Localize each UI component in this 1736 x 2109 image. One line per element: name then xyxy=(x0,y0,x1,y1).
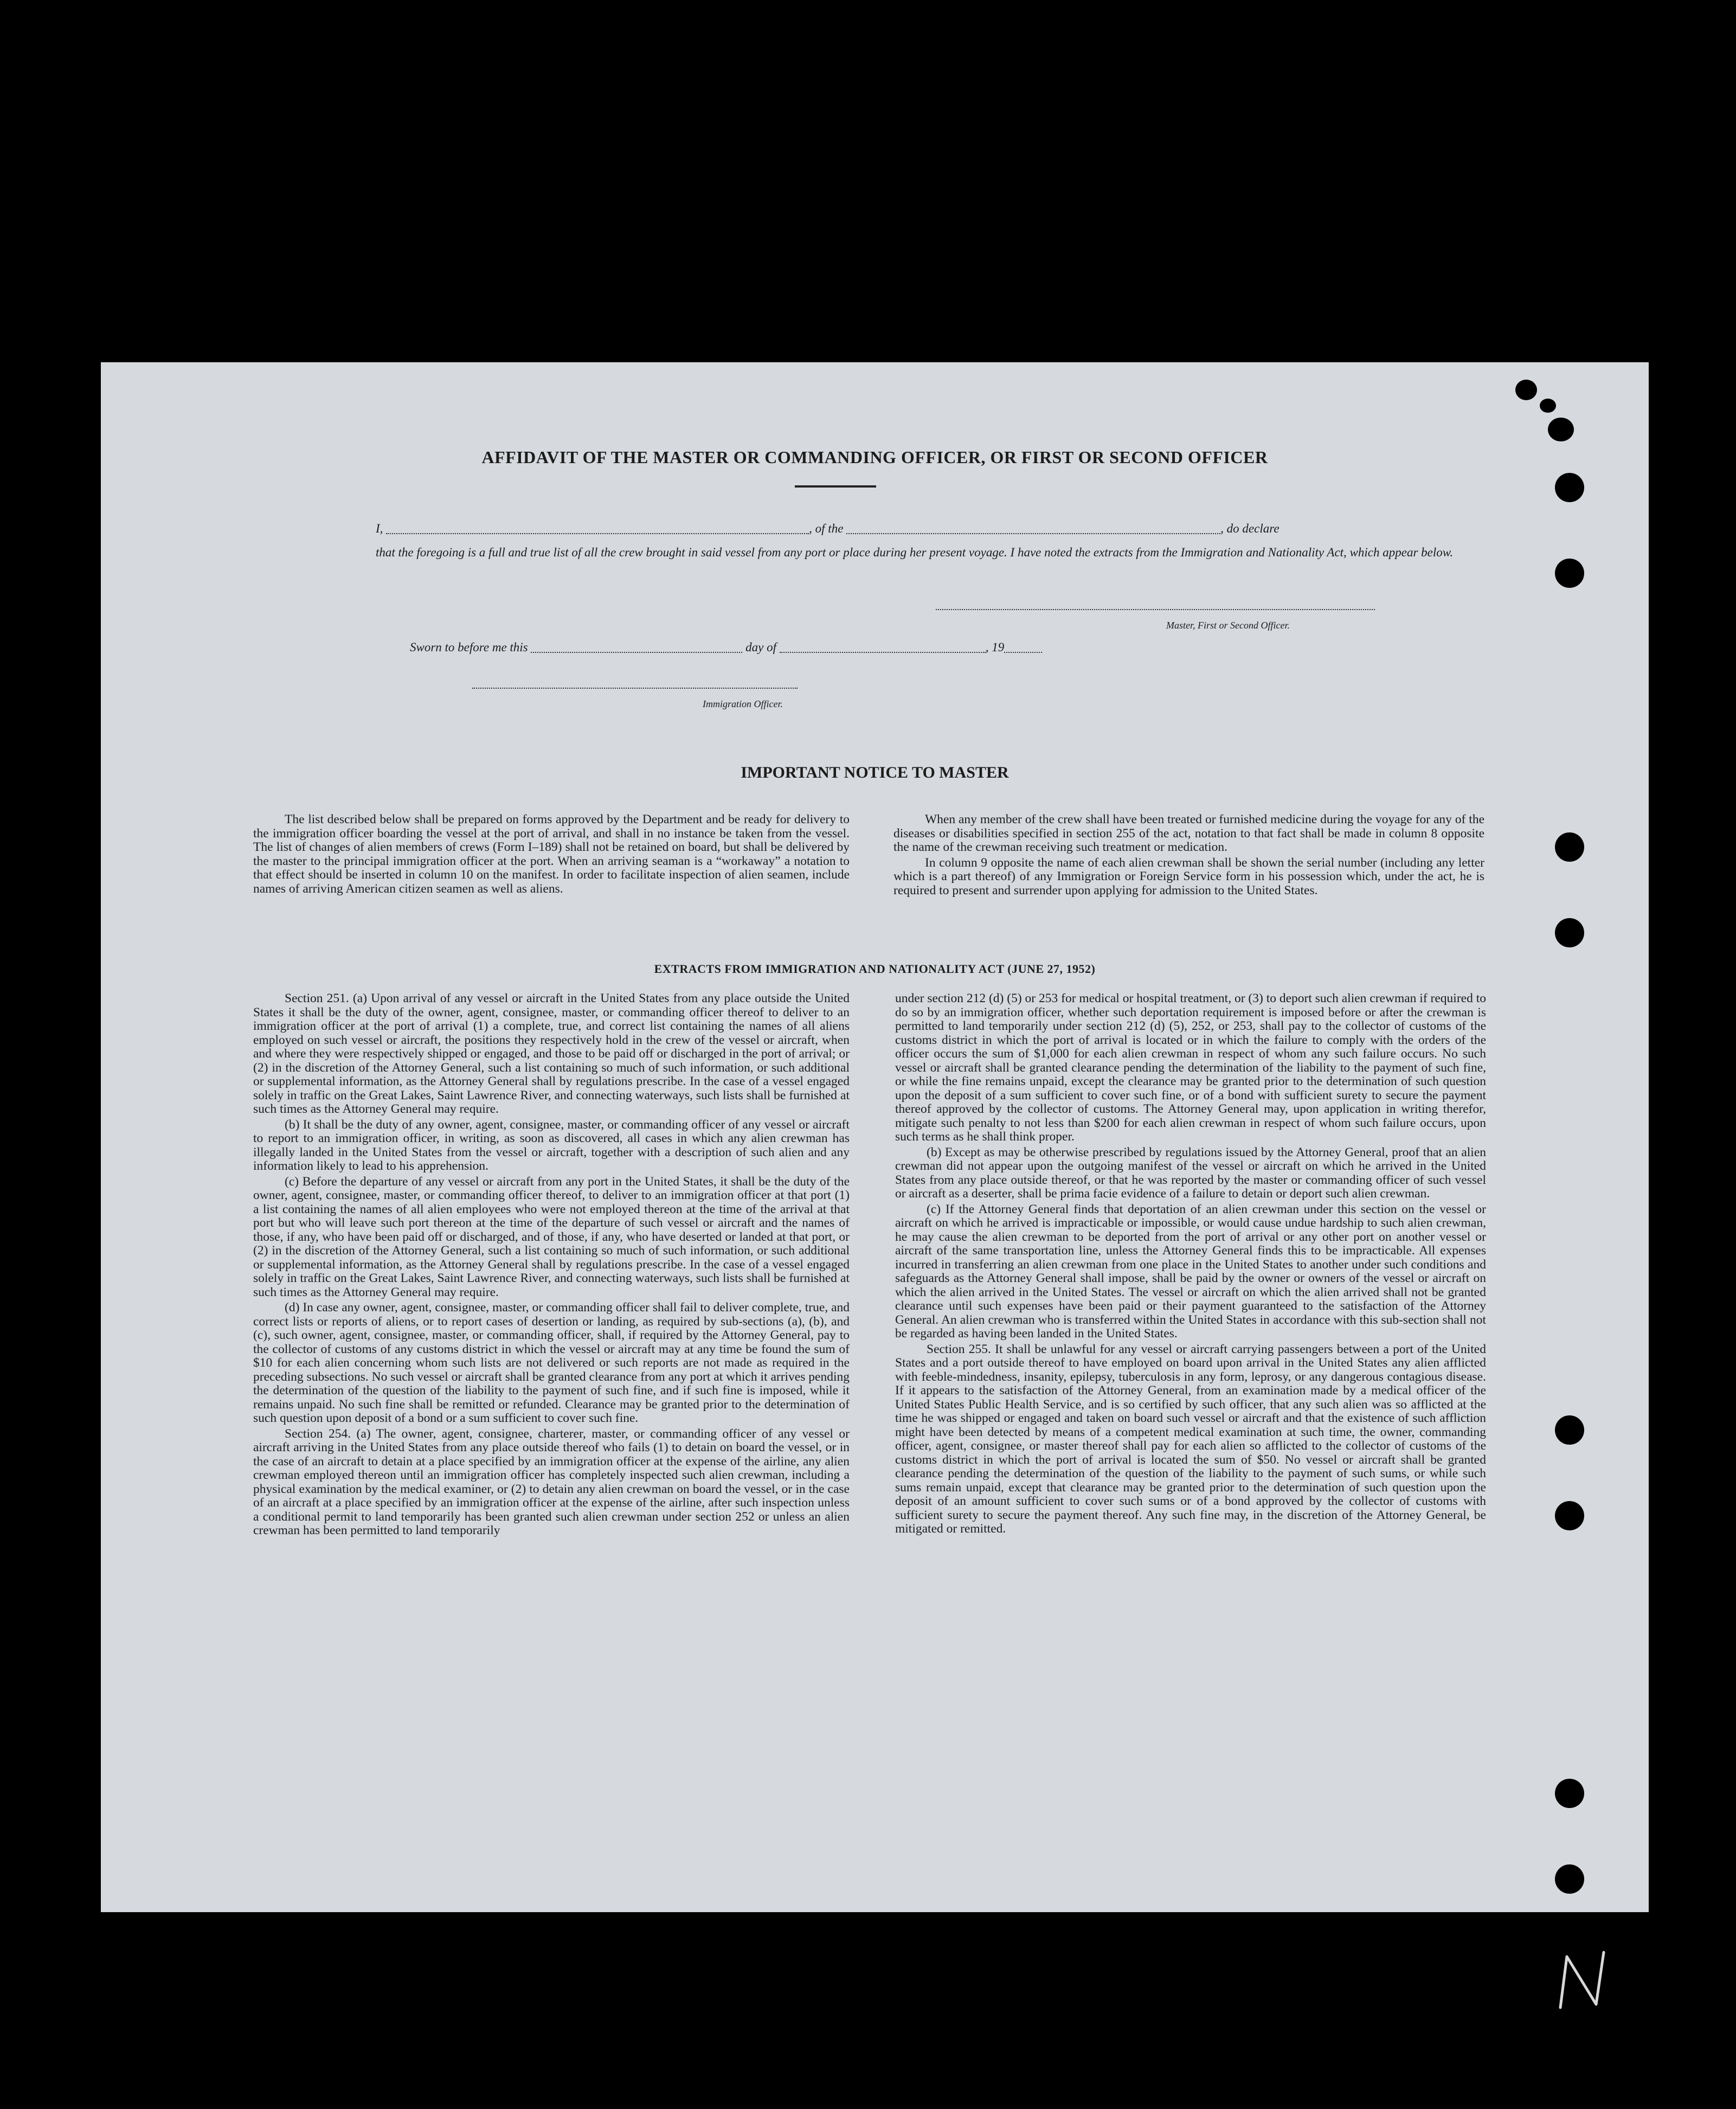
punch-hole xyxy=(1555,832,1584,862)
section-254a-continued: under section 212 (d) (5) or 253 for medical or hospital treatment, or (3) to deport such alien crewman if required to do so by an immigration officer, whether such deportation requirement is imposed before or after the crewman is permitted to land temporarily under section 212 (d) (5), 252, or 253, shall pay to the collector of customs of the customs district in which the port of arrival is located or in which the failure to comply with the orders of the officer occurs the sum of $1,000 for each alien crewman in respect of whom any such failure occurs. No such vessel or aircraft shall be granted clearance pending the determination of the liability to the payment of such fine, or while the fine remains unpaid, except the clearance may be granted prior to the determination of such question upon the deposit of a sum sufficient to cover such fine, or of a bond with sufficient surety to secure the payment thereof approved by the collector of customs. The Attorney General may, upon application in writing therefor, mitigate such penalty to not less than $200 for each alien crewman in respect of whom such failure occurs, upon such terms as he shall think proper. xyxy=(895,991,1486,1144)
section-251a: Section 251. (a) Upon arrival of any vessel or aircraft in the United States from any place outside the United States it shall be the duty of the owner, agent, consignee, master, or commanding officer thereof to deliver to an immigration officer at the port of arrival (1) a complete, true, and correct list containing the names of all aliens employed on such vessel or aircraft, the positions they respectively hold in the crew of the vessel or aircraft, when and where they were respectively shipped or engaged, and those to be paid off or discharged in the port of arrival; or (2) in the discretion of the Attorney General, such a list containing so much of such information, or such additional or supplemental information, as the Attorney General shall by regulations prescribe. In the case of a vessel engaged solely in traffic on the Great Lakes, Saint Lawrence River, and connecting waterways, such lists shall be furnished at such times as the Attorney General may require. xyxy=(253,991,850,1116)
ink-smudge xyxy=(1515,380,1537,400)
year-prefix: , 19 xyxy=(985,640,1005,654)
notice-right-paragraph-1: When any member of the crew shall have been treated or furnished medicine during the voyage for any of the diseases or disabilities specified in section 255 of the act, notation to that fact shall be made in column 8 opposite the name of the crewman receiving such treatment or medication. xyxy=(893,812,1484,854)
ink-smudge xyxy=(1548,418,1574,441)
punch-hole xyxy=(1555,473,1584,502)
document-page xyxy=(101,362,1649,1912)
day-of-label: day of xyxy=(745,640,776,654)
officer-signature-line[interactable] xyxy=(472,688,798,689)
extracts-right-column xyxy=(895,992,1486,1538)
sworn-day-blank[interactable] xyxy=(531,644,742,653)
notice-right-column xyxy=(893,813,1484,899)
sworn-line xyxy=(410,640,1386,655)
punch-hole xyxy=(1555,1864,1584,1894)
name-blank[interactable] xyxy=(386,525,809,534)
punch-hole xyxy=(1555,918,1584,947)
section-254b: (b) Except as may be otherwise prescribed by regulations issued by the Attorney General, proof that an alien crewman did not appear upon the outgoing manifest of the vessel or aircraft on which he arrived in the United States from any place outside thereof, or that he was reported by the master or commanding officer of such vessel or aircraft as a deserter, shall be prima facie evidence of a failure to detain or deport such alien crewman. xyxy=(895,1145,1486,1201)
officer-caption: Immigration Officer. xyxy=(703,698,783,709)
notice-left-paragraph: The list described below shall be prepared on forms approved by the Department and be ready for delivery to the immigration officer boarding the vessel at the port of arrival, and shall in no instance be taken from the vessel. The list of changes of alien members of crews (Form I–189) shall not be retained on board, but shall be delivered by the master to the principal immigration officer at the port. When an arriving seaman is a “workaway” a notation to that effect should be inserted in column 10 on the manifest. In order to facilitate inspection of alien seamen, include names of arriving American citizen seamen as well as aliens. xyxy=(253,812,850,896)
affidavit-of-the: , of the xyxy=(809,522,844,535)
affidavit-title: AFFIDAVIT OF THE MASTER OR COMMANDING OFFICER, OR FIRST OR SECOND OFFICER xyxy=(481,447,1268,467)
punch-hole xyxy=(1555,1415,1584,1445)
sworn-year-blank[interactable] xyxy=(1004,644,1042,653)
affidavit-do-declare: , do declare xyxy=(1220,522,1280,535)
sworn-label: Sworn to before me this xyxy=(410,640,528,654)
affidavit-declaration xyxy=(376,517,1455,565)
section-254a: Section 254. (a) The owner, agent, consignee, charterer, master, or commanding officer of any vessel or aircraft arriving in the United States from any place outside thereof who fails (1) to detain on board the vessel, or in the case of an aircraft to detain at a place specified by an immigration officer at the expense of the airline, any alien crewman employed thereon until an immigration officer has completely inspected such alien crewman, including a physical examination by the medical examiner, or (2) to detain any alien crewman on board the vessel, or in the case of an aircraft at a place specified by an immigration officer at the expense of the airline, after such inspection unless a conditional permit to land temporarily has been granted such alien crewman under section 252 or unless an alien crewman has been permitted to land temporarily xyxy=(253,1426,850,1537)
sworn-month-blank[interactable] xyxy=(780,644,986,653)
notice-right-paragraph-2: In column 9 opposite the name of each alien crewman shall be shown the serial number (including any letter which is a part thereof) of any Immigration or Foreign Service form in his possession which, under the act, he is required to present and surrender upon applying for admission to the United States. xyxy=(893,855,1484,898)
section-251b: (b) It shall be the duty of any owner, agent, consignee, master, or commanding officer of any vessel or aircraft to report to an immigration officer, in writing, as soon as discovered, all cases in which any alien crewman has illegally landed in the United States from the vessel or aircraft, together with a description of such alien and any information likely to lead to his apprehension. xyxy=(253,1117,850,1173)
section-251d: (d) In case any owner, agent, consignee, master, or commanding officer shall fail to deliver complete, true, and correct lists or reports of aliens, or to report cases of desertion or landing, as required by sub-sections (a), (b), and (c), such owner, agent, consignee, master, or commanding officer, shall, if required by the Attorney General, pay to the collector of customs of any customs district in which the vessel or aircraft may at any time be found the sum of $10 for each alien concerning whom such lists are not delivered or such reports are not made as required in the preceding subsections. No such vessel or aircraft shall be granted clearance from any port at which it arrives pending the determination of the question of the liability to the payment of such fine, and if such fine is imposed, while it remains unpaid. No such fine shall be remitted or refunded. Clearance may be granted prior to the determination of such question upon deposit of a bond or a sum sufficient to cover such fine. xyxy=(253,1300,850,1425)
extracts-left-column xyxy=(253,992,850,1540)
affidavit-i-label: I, xyxy=(376,522,383,535)
section-254c: (c) If the Attorney General finds that deportation of an alien crewman under this section on the vessel or aircraft on which he arrived is impracticable or impossible, or would cause undue hardship to such alien crewman, he may cause the alien crewman to be deported from the port of arrival or any other port on another vessel or aircraft of the same transportation line, unless the Attorney General finds this to be impracticable. All expenses incurred in transferring an alien crewman from one place in the United States to another under such conditions and safeguards as the Attorney General shall impose, shall be paid by the owner or owners of the vessel or aircraft on which the alien arrived in the United States. The vessel or aircraft on which the alien arrived shall not be granted clearance until such expenses have been paid or their payment guaranteed to the satisfaction of the Attorney General. An alien crewman who is transferred within the United States in accordance with this sub-section shall not be regarded as having been landed in the United States. xyxy=(895,1202,1486,1341)
section-255: Section 255. It shall be unlawful for any vessel or aircraft carrying passengers between a port of the United States and a port outside thereof to have employed on board upon arrival in the United States any alien afflicted with feeble-mindedness, insanity, epilepsy, tuberculosis in any form, leprosy, or any dangerous contagious disease. If it appears to the satisfaction of the Attorney General, from an examination made by a medical officer of the United States Public Health Service, and is so certified by such officer, that any such alien was so afflicted at the time he was shipped or engaged and taken on board such vessel or aircraft and that the existence of such affliction might have been detected by means of a competent medical examination at such time, the owner, commanding officer, agent, consignee, or master thereof shall pay for each alien so afflicted to the collector of customs of the customs district in which the port of arrival is located the sum of $50. No vessel or aircraft shall be granted clearance pending the determination of the question of the liability to the payment of such sums, or while such sums remain unpaid, except that clearance may be granted prior to the determination of such question upon the deposit of an amount sufficient to cover such sums or of a bond approved by the collector of customs with sufficient surety to secure the payment thereof. Any such fine may, in the discretion of the Attorney General, be mitigated or remitted. xyxy=(895,1342,1486,1536)
vessel-blank[interactable] xyxy=(846,525,1220,534)
ink-smudge xyxy=(1540,399,1556,413)
title-divider xyxy=(795,485,876,488)
master-caption: Master, First or Second Officer. xyxy=(1166,620,1290,631)
punch-hole xyxy=(1555,1501,1584,1530)
extracts-title: EXTRACTS FROM IMMIGRATION AND NATIONALITY ACT (JUNE 27, 1952) xyxy=(654,962,1096,976)
notice-left-column xyxy=(253,813,850,898)
affidavit-statement: that the foregoing is a full and true list of all the crew brought in said vessel from any port or place during her present voyage. I have noted the extracts from the Immigration and Nationality Act, which appear below. xyxy=(376,546,1454,559)
punch-hole xyxy=(1555,559,1584,588)
punch-hole xyxy=(1555,1779,1584,1808)
handwritten-n-mark xyxy=(1551,1947,1616,2012)
notice-title: IMPORTANT NOTICE TO MASTER xyxy=(741,764,1009,781)
section-251c: (c) Before the departure of any vessel or aircraft from any port in the United States, it shall be the duty of the owner, agent, consignee, master, or commanding officer thereof, to deliver to an immigration officer at that port (1) a list containing the names of all alien employees who were not employed thereon at the time of the arrival at that port but who will leave such port thereon at the time of the departure of such vessel or aircraft and the names of those, if any, who have been paid off or discharged, and of those, if any, who have deserted or landed at that port, or (2) in the discretion of the Attorney General, such a list containing so much of such information, or such additional or supplemental information, as the Attorney General shall by regulations prescribe. In the case of a vessel engaged solely in traffic on the Great Lakes, Saint Lawrence River, and connecting waterways, such lists shall be furnished at such times as the Attorney General may require. xyxy=(253,1174,850,1299)
master-signature-line[interactable] xyxy=(936,609,1375,610)
